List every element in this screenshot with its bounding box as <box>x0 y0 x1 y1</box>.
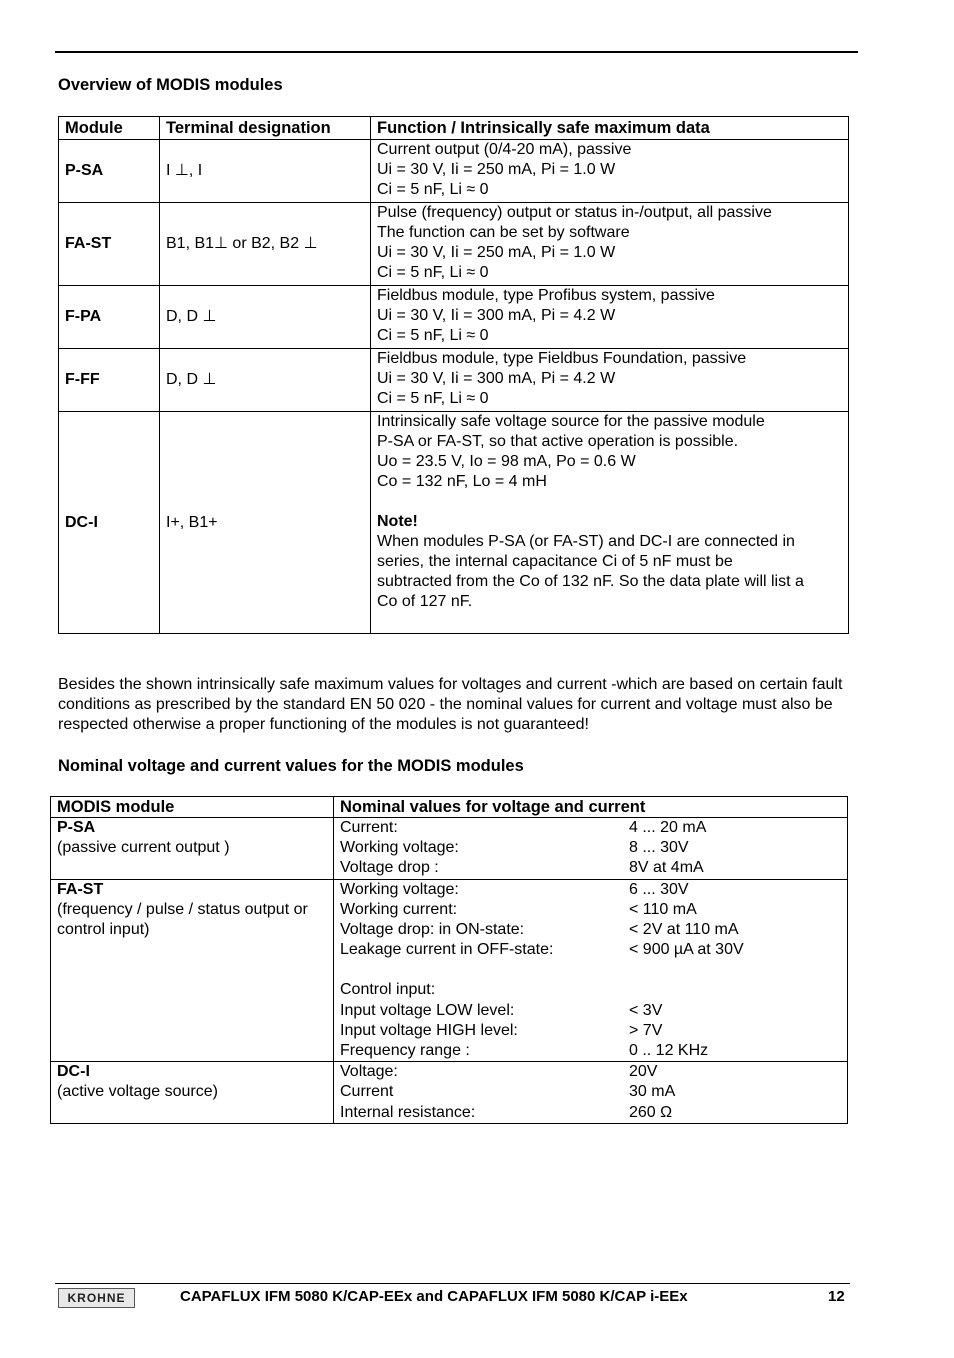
terminal-designation: D, D ⊥ <box>160 286 371 349</box>
table-row <box>51 818 848 880</box>
spacer <box>340 960 841 980</box>
table-row <box>59 140 849 203</box>
value: 8V at 4mA <box>629 859 704 877</box>
value: < 900 µA at 30V <box>629 941 744 959</box>
function-line: The function can be set by software <box>377 224 630 241</box>
function-line: Ui = 30 V, Ii = 250 mA, Pi = 1.0 W <box>377 244 616 261</box>
value-label: Input voltage LOW level: <box>340 1001 515 1019</box>
function-cell <box>371 349 849 412</box>
value-row <box>340 1001 841 1021</box>
function-line: Pulse (frequency) output or status in-/output, all passive <box>377 204 772 221</box>
value-row <box>340 1082 841 1102</box>
terminal-designation: I ⊥, I <box>160 140 371 203</box>
value-label: Current <box>340 1083 394 1101</box>
value-label: Working current: <box>340 900 458 918</box>
section-heading-nominal: Nominal voltage and current values for the MODIS modules <box>58 757 524 775</box>
function-line: Intrinsically safe voltage source for the passive module <box>377 413 765 430</box>
function-line: Ci = 5 nF, Li ≈ 0 <box>377 390 489 407</box>
modules-overview-table <box>58 116 849 634</box>
module-description: (frequency / pulse / status output or control input) <box>57 900 308 939</box>
value-row <box>340 858 841 878</box>
terminal-designation: I+, B1+ <box>160 412 371 634</box>
section-heading-overview: Overview of MODIS modules <box>58 76 283 94</box>
column-header: Function / Intrinsically safe maximum data <box>371 117 849 140</box>
value-label: Voltage: <box>340 1063 398 1081</box>
value-row <box>340 1021 841 1041</box>
module-cell <box>51 879 334 1062</box>
value: 6 ... 30V <box>629 880 689 898</box>
function-line: Uo = 23.5 V, Io = 98 mA, Po = 0.6 W <box>377 453 636 470</box>
function-line: Co = 132 nF, Lo = 4 mH <box>377 473 547 490</box>
table-row <box>59 349 849 412</box>
module-description: (active voltage source) <box>57 1083 218 1101</box>
value-label: Working voltage: <box>340 839 459 857</box>
footer-title: CAPAFLUX IFM 5080 K/CAP-EEx and CAPAFLUX IFM 5080 K/CAP i-EEx <box>180 1288 688 1305</box>
column-header: Terminal designation <box>160 117 371 140</box>
value-label: Internal resistance: <box>340 1103 476 1121</box>
value-row <box>340 940 841 960</box>
value: > 7V <box>629 1021 663 1039</box>
body-paragraph: Besides the shown intrinsically safe maximum values for voltages and current -which are based on certain fault conditions as prescribed by the standard EN 50 020 - the nominal values for current and voltage must also be respected otherwise a proper functioning of the modules is not guaranteed! <box>58 676 843 733</box>
value-row <box>340 818 841 838</box>
function-line: Ci = 5 nF, Li ≈ 0 <box>377 181 489 198</box>
function-line: P-SA or FA-ST, so that active operation is possible. <box>377 433 739 450</box>
table-header-row <box>59 117 849 140</box>
value: 260 Ω <box>629 1103 673 1121</box>
value-label: Control input: <box>340 981 436 999</box>
terminal-designation: D, D ⊥ <box>160 349 371 412</box>
function-line: Ui = 30 V, Ii = 300 mA, Pi = 4.2 W <box>377 307 616 324</box>
table-row <box>51 1062 848 1124</box>
function-cell <box>371 203 849 286</box>
krohne-logo <box>58 1288 135 1308</box>
function-cell <box>371 140 849 203</box>
table-row <box>59 286 849 349</box>
value-label: Leakage current in OFF-state: <box>340 941 554 959</box>
module-name: DC-I <box>57 1063 90 1081</box>
table-row <box>59 412 849 634</box>
function-line: Fieldbus module, type Profibus system, passive <box>377 287 715 304</box>
table-header-row <box>51 797 848 818</box>
value-label: Input voltage HIGH level: <box>340 1021 518 1039</box>
column-header: Nominal values for voltage and current <box>334 797 848 818</box>
value: < 110 mA <box>629 900 697 918</box>
footer-rule <box>55 1283 850 1284</box>
value-row <box>340 838 841 858</box>
value-label: Voltage drop : <box>340 859 439 877</box>
value-label: Voltage drop: in ON-state: <box>340 921 525 939</box>
table-row <box>51 879 848 1062</box>
nominal-values-table <box>50 796 848 1124</box>
note-line: Co of 127 nF. <box>377 593 473 610</box>
values-cell <box>334 818 848 880</box>
values-cell <box>334 1062 848 1124</box>
function-line: Fieldbus module, type Fieldbus Foundation, passive <box>377 350 747 367</box>
value-row <box>340 900 841 920</box>
module-cell <box>51 818 334 880</box>
column-header: MODIS module <box>51 797 334 818</box>
value-row <box>340 920 841 940</box>
value <box>629 980 841 1000</box>
value: 0 .. 12 KHz <box>629 1042 709 1060</box>
module-name: P-SA <box>59 140 160 203</box>
note-line: When modules P-SA (or FA-ST) and DC-I are connected in <box>377 533 795 550</box>
value-label: Frequency range : <box>340 1042 470 1060</box>
value: 8 ... 30V <box>629 839 689 857</box>
function-line: Current output (0/4-20 mA), passive <box>377 141 632 158</box>
function-line: Ci = 5 nF, Li ≈ 0 <box>377 264 489 281</box>
value-row <box>340 1041 841 1061</box>
module-name: FA-ST <box>57 880 104 898</box>
module-description: (passive current output ) <box>57 839 230 857</box>
module-name: P-SA <box>57 819 96 836</box>
function-cell <box>371 286 849 349</box>
function-cell <box>371 412 849 634</box>
top-rule <box>55 51 858 53</box>
value: 20V <box>629 1063 658 1081</box>
value: < 2V at 110 mA <box>629 921 739 939</box>
terminal-designation: B1, B1⊥ or B2, B2 ⊥ <box>160 203 371 286</box>
function-line: Ui = 30 V, Ii = 250 mA, Pi = 1.0 W <box>377 161 616 178</box>
value-row <box>340 1103 841 1123</box>
table-row <box>59 203 849 286</box>
value: < 3V <box>629 1001 663 1019</box>
page-number: 12 <box>828 1288 845 1305</box>
values-cell <box>334 879 848 1062</box>
spacer <box>377 492 842 512</box>
function-line: Ui = 30 V, Ii = 300 mA, Pi = 4.2 W <box>377 370 616 387</box>
module-name: F-FF <box>59 349 160 412</box>
note-title: Note! <box>377 513 418 530</box>
module-name: DC-I <box>59 412 160 634</box>
module-name: F-PA <box>59 286 160 349</box>
note-line: series, the internal capacitance Ci of 5 nF must be <box>377 553 733 570</box>
column-header: Module <box>59 117 160 140</box>
module-name: FA-ST <box>59 203 160 286</box>
note-line: subtracted from the Co of 132 nF. So the data plate will list a <box>377 573 804 590</box>
value: 4 ... 20 mA <box>629 819 707 836</box>
value-row <box>340 980 841 1000</box>
function-line: Ci = 5 nF, Li ≈ 0 <box>377 327 489 344</box>
value-row <box>340 880 841 900</box>
value-label: Current: <box>340 819 398 836</box>
module-cell <box>51 1062 334 1124</box>
value-row <box>340 1062 841 1082</box>
value: 30 mA <box>629 1083 676 1101</box>
value-label: Working voltage: <box>340 880 459 898</box>
logo-text: KROHNE <box>67 1291 126 1305</box>
